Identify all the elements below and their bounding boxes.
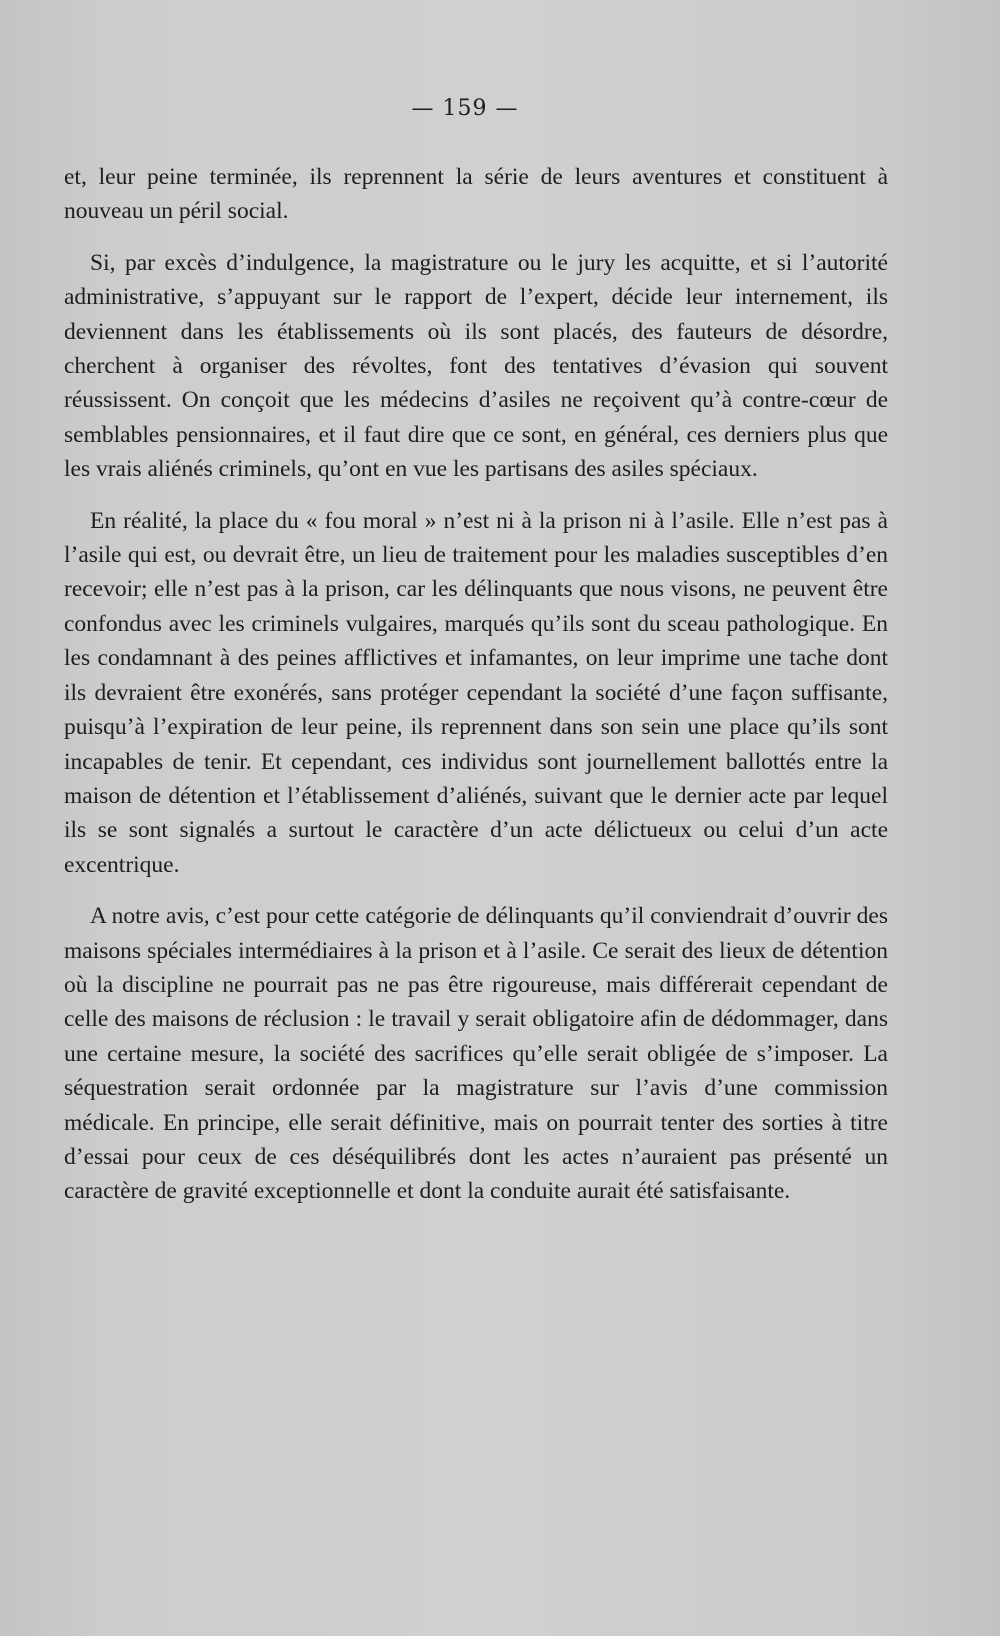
- body-text: [64, 160, 888, 1209]
- paragraph-4: A notre avis, c’est pour cette catégorie de délinquants qu’il conviendrait d’ouvrir des maisons spéciales intermédiaires à la prison et à l’asile. Ce serait des lieux de détention où la discipline ne pourrait pas ne pas être rigoureuse, mais différerait cependant de celle des maisons de réclusion : le travail y serait obligatoire afin de dédommager, dans une certaine mesure, la société des sacrifices qu’elle serait obligée de s’imposer. La séquestration serait ordonnée par la magistrature sur l’avis d’une commission médicale. En principe, elle serait définitive, mais on pourrait tenter des sorties à titre d’essai pour ceux de ces déséquilibrés dont les actes n’auraient pas présenté un caractère de gravité exceptionnelle et dont la conduite aurait été satisfaisante.: [64, 903, 888, 1205]
- paragraph-2: Si, par excès d’indulgence, la magistrature ou le jury les acquitte, et si l’autorité administrative, s’appuyant sur le rapport de l’expert, décide leur internement, ils deviennent dans les établissements où ils sont placés, des fauteurs de désordre, cherchent à organiser des révoltes, font des tentatives d’évasion qui souvent réussissent. On conçoit que les médecins d’asiles ne reçoivent qu’à contre-cœur de semblables pensionnaires, et il faut dire que ce sont, en général, ces derniers plus que les vrais aliénés criminels, qu’ont en vue les partisans des asiles spéciaux.: [64, 249, 888, 483]
- paragraph-1: et, leur peine terminée, ils reprennent la série de leurs aventures et constituent à nouveau un péril social.: [64, 164, 888, 225]
- paragraph-3: En réalité, la place du « fou moral » n’est ni à la prison ni à l’asile. Elle n’est pas à l’asile qui est, ou devrait être, un lieu de traitement pour les maladies susceptibles d’en recevoir; elle n’est pas à la prison, car les délinquants que nous visons, ne peuvent être confondus avec les criminels vulgaires, marqués qu’ils sont du sceau pathologique. En les condamnant à des peines afflictives et infamantes, on leur imprime une tache dont ils devraient être exonérés, sans protéger cependant la société d’une façon suffisante, puisqu’à l’expiration de leur peine, ils reprennent dans son sein une place qu’ils sont incapables de tenir. Et cependant, ces individus sont journellement ballottés entre la maison de détention et l’établissement d’aliénés, suivant que le dernier acte par lequel ils se sont signalés a surtout le caractère d’un acte délictueux ou celui d’un acte excentrique.: [64, 507, 888, 878]
- page-number: — 159 —: [411, 96, 519, 121]
